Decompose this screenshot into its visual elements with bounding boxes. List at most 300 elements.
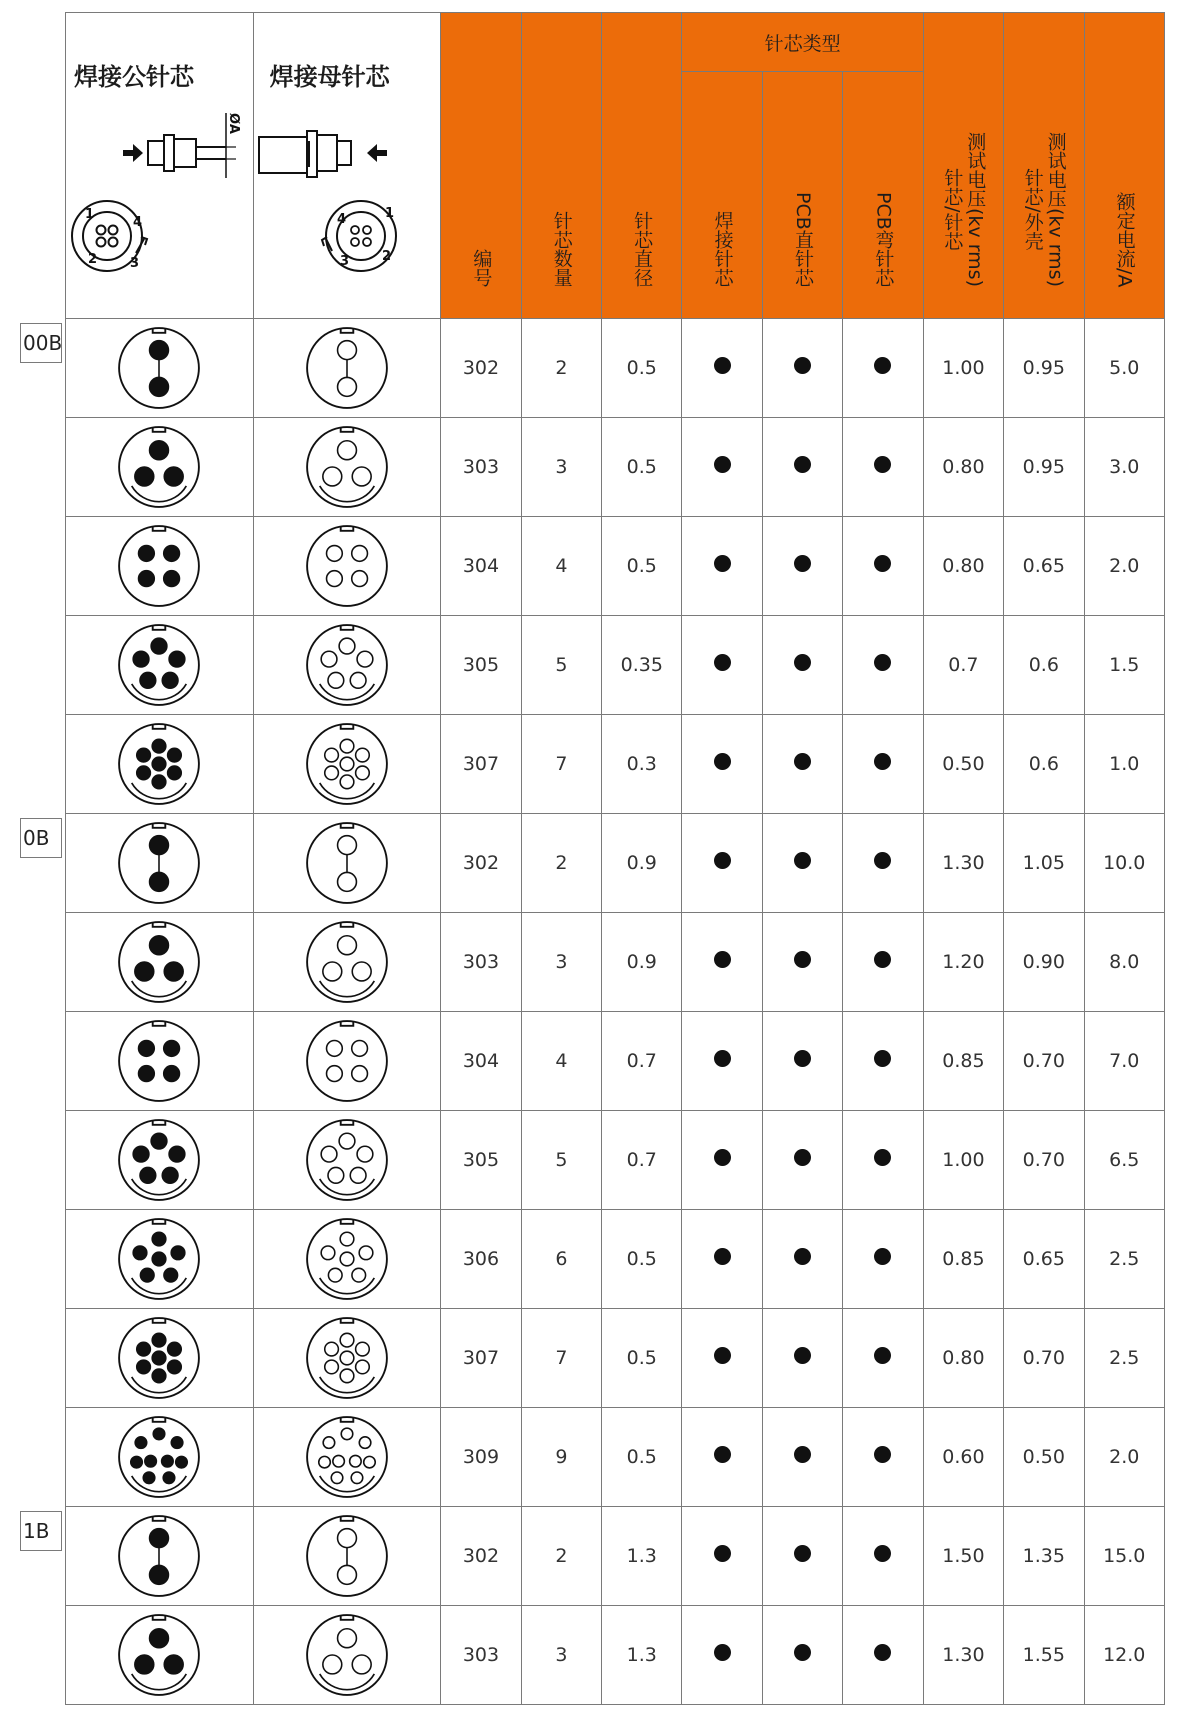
female-pin-hole bbox=[339, 1133, 355, 1149]
cell-test-voltage-pin: 1.00 bbox=[923, 319, 1003, 418]
cell-pcb-straight bbox=[762, 418, 842, 517]
female-pin-hole bbox=[350, 1455, 362, 1467]
male-pin-dot bbox=[176, 1456, 188, 1468]
cell-test-voltage-shell: 0.50 bbox=[1004, 1408, 1084, 1507]
male-pin-dot bbox=[135, 962, 154, 981]
available-dot-icon bbox=[714, 456, 731, 473]
cell-test-voltage-pin: 0.80 bbox=[923, 418, 1003, 517]
cell-pin-count: 4 bbox=[521, 517, 601, 616]
cell-pcb-bent bbox=[843, 616, 923, 715]
available-dot-icon bbox=[714, 753, 731, 770]
cell-pcb-straight bbox=[762, 814, 842, 913]
cell-pin-diameter: 0.5 bbox=[602, 1210, 682, 1309]
female-pin-hole bbox=[340, 757, 354, 771]
cell-pin-diameter: 0.35 bbox=[602, 616, 682, 715]
cell-test-voltage-shell: 0.6 bbox=[1004, 715, 1084, 814]
male-pin-dot bbox=[168, 1360, 182, 1374]
cell-pin-count: 7 bbox=[521, 1309, 601, 1408]
male-pin-layout bbox=[66, 1012, 254, 1111]
cell-test-voltage-pin: 0.80 bbox=[923, 517, 1003, 616]
male-pin-dot bbox=[133, 1246, 147, 1260]
cell-rated-current: 2.5 bbox=[1084, 1309, 1165, 1408]
female-pin-hole bbox=[359, 1437, 371, 1449]
male-pin-dot bbox=[150, 1629, 169, 1648]
cell-code: 302 bbox=[441, 1507, 521, 1606]
cell-test-voltage-pin: 0.80 bbox=[923, 1309, 1003, 1408]
male-pin-dot bbox=[152, 775, 166, 789]
cell-test-voltage-pin: 1.50 bbox=[923, 1507, 1003, 1606]
female-pin-hole bbox=[352, 962, 371, 981]
male-pin-dot bbox=[164, 1472, 176, 1484]
female-pin-layout-icon bbox=[305, 1316, 389, 1400]
male-pin-dot bbox=[168, 766, 182, 780]
available-dot-icon bbox=[714, 1545, 731, 1562]
female-pin-hole bbox=[326, 546, 342, 562]
female-pin-hole bbox=[350, 672, 366, 688]
female-pin-hole bbox=[341, 1428, 353, 1440]
male-pin-dot bbox=[164, 1041, 180, 1057]
female-pin-hole bbox=[357, 1146, 373, 1162]
cell-test-voltage-shell: 1.05 bbox=[1004, 814, 1084, 913]
available-dot-icon bbox=[794, 1446, 811, 1463]
female-pin-layout-icon bbox=[305, 1514, 389, 1598]
available-dot-icon bbox=[874, 1050, 891, 1067]
cell-pin-diameter: 0.9 bbox=[602, 814, 682, 913]
cell-test-voltage-pin: 1.30 bbox=[923, 814, 1003, 913]
cell-pin-diameter: 0.5 bbox=[602, 319, 682, 418]
male-pin-layout-icon bbox=[117, 821, 201, 905]
female-pin-layout-icon bbox=[305, 623, 389, 707]
female-pin-hole bbox=[340, 1252, 354, 1266]
female-pin-layout-icon bbox=[305, 1415, 389, 1499]
male-pin-num: 4 bbox=[133, 215, 143, 230]
female-pin-num: 3 bbox=[339, 254, 349, 269]
male-pin-dot bbox=[133, 651, 149, 667]
male-pin-layout bbox=[66, 517, 254, 616]
female-pin-hole bbox=[325, 748, 339, 762]
female-pin-hole bbox=[323, 467, 342, 486]
cell-weld-pin bbox=[682, 1606, 762, 1705]
table-row bbox=[66, 1012, 1165, 1111]
cell-pin-count: 9 bbox=[521, 1408, 601, 1507]
male-pin-dot bbox=[133, 1146, 149, 1162]
available-dot-icon bbox=[874, 951, 891, 968]
cell-test-voltage-pin: 0.60 bbox=[923, 1408, 1003, 1507]
female-pin-hole bbox=[340, 1232, 354, 1246]
table-row bbox=[66, 814, 1165, 913]
col-pcb-bent: PCB弯针芯 bbox=[843, 72, 923, 319]
female-pin-hole bbox=[331, 1472, 343, 1484]
cell-test-voltage-shell: 0.6 bbox=[1004, 616, 1084, 715]
female-pin-layout bbox=[253, 1309, 441, 1408]
male-pin-dot bbox=[164, 571, 180, 587]
cell-weld-pin bbox=[682, 418, 762, 517]
cell-code: 304 bbox=[441, 1012, 521, 1111]
cell-pcb-bent bbox=[843, 913, 923, 1012]
col-test-voltage-shell: 测试电压(kv rms) 针芯/外壳 bbox=[1004, 13, 1084, 319]
female-pin-layout-icon bbox=[305, 920, 389, 1004]
available-dot-icon bbox=[874, 753, 891, 770]
cell-pcb-bent bbox=[843, 1111, 923, 1210]
female-pin-hole bbox=[352, 546, 368, 562]
available-dot-icon bbox=[874, 1248, 891, 1265]
female-pin-hole bbox=[321, 1146, 337, 1162]
male-pin-dot bbox=[165, 1655, 184, 1674]
cell-rated-current: 1.5 bbox=[1084, 616, 1165, 715]
female-pin-hole bbox=[356, 1360, 370, 1374]
female-pin-layout bbox=[253, 616, 441, 715]
female-pin-hole bbox=[326, 571, 342, 587]
cell-pin-diameter: 0.5 bbox=[602, 517, 682, 616]
available-dot-icon bbox=[794, 1545, 811, 1562]
available-dot-icon bbox=[714, 1347, 731, 1364]
insert-arrow-icon bbox=[367, 144, 387, 162]
cell-code: 303 bbox=[441, 913, 521, 1012]
table-row bbox=[66, 1210, 1165, 1309]
female-pin-layout bbox=[253, 1210, 441, 1309]
cell-pcb-bent bbox=[843, 319, 923, 418]
female-pin-hole bbox=[337, 1629, 356, 1648]
available-dot-icon bbox=[794, 951, 811, 968]
female-pin-hole bbox=[337, 872, 356, 891]
male-pin-dot bbox=[152, 1369, 166, 1383]
cell-weld-pin bbox=[682, 1012, 762, 1111]
pin-spec-table bbox=[65, 12, 1165, 1705]
cell-pcb-straight bbox=[762, 517, 842, 616]
male-pin-dot bbox=[150, 377, 169, 396]
cell-test-voltage-shell: 0.70 bbox=[1004, 1012, 1084, 1111]
female-pin-hole bbox=[359, 1246, 373, 1260]
cell-pin-count: 7 bbox=[521, 715, 601, 814]
available-dot-icon bbox=[714, 1149, 731, 1166]
cell-weld-pin bbox=[682, 715, 762, 814]
col-pin-diameter: 针芯直径 bbox=[602, 13, 682, 319]
male-pin-layout bbox=[66, 1111, 254, 1210]
cell-test-voltage-shell: 1.35 bbox=[1004, 1507, 1084, 1606]
female-pin-layout bbox=[253, 1507, 441, 1606]
male-pin-dot bbox=[150, 341, 169, 360]
cell-code: 304 bbox=[441, 517, 521, 616]
male-pin-layout bbox=[66, 913, 254, 1012]
available-dot-icon bbox=[874, 852, 891, 869]
available-dot-icon bbox=[874, 1545, 891, 1562]
available-dot-icon bbox=[794, 654, 811, 671]
cell-test-voltage-pin: 0.85 bbox=[923, 1012, 1003, 1111]
cell-test-voltage-shell: 0.70 bbox=[1004, 1309, 1084, 1408]
male-pin-layout-icon bbox=[117, 524, 201, 608]
male-pin-layout-icon bbox=[117, 1316, 201, 1400]
male-pin-dot bbox=[152, 739, 166, 753]
male-pin-layout-icon bbox=[117, 1415, 201, 1499]
female-pin-hole bbox=[337, 836, 356, 855]
cell-rated-current: 8.0 bbox=[1084, 913, 1165, 1012]
table-row bbox=[66, 1408, 1165, 1507]
cell-pcb-bent bbox=[843, 1606, 923, 1705]
table-row bbox=[66, 913, 1165, 1012]
cell-pcb-straight bbox=[762, 1210, 842, 1309]
cell-pcb-straight bbox=[762, 1507, 842, 1606]
male-pin-dot bbox=[137, 1360, 151, 1374]
cell-test-voltage-pin: 0.7 bbox=[923, 616, 1003, 715]
female-pin-hole bbox=[339, 638, 355, 654]
female-pin-hole bbox=[323, 1655, 342, 1674]
cell-test-voltage-pin: 0.85 bbox=[923, 1210, 1003, 1309]
male-connector-diagram bbox=[66, 13, 241, 293]
female-pin-title: 焊接母针芯 bbox=[269, 63, 390, 91]
cell-weld-pin bbox=[682, 1111, 762, 1210]
male-pin-dot bbox=[150, 441, 169, 460]
cell-pcb-bent bbox=[843, 715, 923, 814]
available-dot-icon bbox=[874, 1149, 891, 1166]
female-pin-layout-icon bbox=[305, 1118, 389, 1202]
male-pin-dot bbox=[141, 1268, 155, 1282]
female-pin-hole bbox=[325, 766, 339, 780]
available-dot-icon bbox=[714, 951, 731, 968]
series-label: 1B bbox=[20, 1511, 62, 1551]
available-dot-icon bbox=[874, 555, 891, 572]
available-dot-icon bbox=[714, 654, 731, 671]
cell-weld-pin bbox=[682, 517, 762, 616]
female-pin-layout-icon bbox=[305, 524, 389, 608]
available-dot-icon bbox=[874, 357, 891, 374]
available-dot-icon bbox=[714, 1248, 731, 1265]
available-dot-icon bbox=[874, 654, 891, 671]
female-pin-layout bbox=[253, 814, 441, 913]
available-dot-icon bbox=[794, 1149, 811, 1166]
cell-weld-pin bbox=[682, 1210, 762, 1309]
cell-pin-count: 2 bbox=[521, 814, 601, 913]
male-pin-layout-icon bbox=[117, 326, 201, 410]
female-pin-layout bbox=[253, 1012, 441, 1111]
cell-weld-pin bbox=[682, 319, 762, 418]
cell-code: 309 bbox=[441, 1408, 521, 1507]
female-pin-hole bbox=[352, 467, 371, 486]
male-pin-dot bbox=[152, 1333, 166, 1347]
male-pin-dot bbox=[154, 1428, 166, 1440]
female-pin-layout-icon bbox=[305, 1613, 389, 1697]
cell-pcb-straight bbox=[762, 616, 842, 715]
male-pin-header bbox=[66, 13, 254, 319]
cell-code: 306 bbox=[441, 1210, 521, 1309]
male-pin-dot bbox=[165, 962, 184, 981]
male-pin-num: 2 bbox=[88, 252, 98, 267]
cell-rated-current: 2.0 bbox=[1084, 1408, 1165, 1507]
cell-test-voltage-pin: 1.20 bbox=[923, 913, 1003, 1012]
cell-code: 303 bbox=[441, 418, 521, 517]
cell-rated-current: 3.0 bbox=[1084, 418, 1165, 517]
male-pin-dot bbox=[165, 467, 184, 486]
male-pin-layout bbox=[66, 616, 254, 715]
available-dot-icon bbox=[714, 852, 731, 869]
available-dot-icon bbox=[794, 852, 811, 869]
male-pin-layout-icon bbox=[117, 1613, 201, 1697]
cell-pcb-straight bbox=[762, 913, 842, 1012]
cell-rated-current: 10.0 bbox=[1084, 814, 1165, 913]
male-pin-dot bbox=[150, 836, 169, 855]
col-code: 编号 bbox=[441, 13, 521, 319]
female-pin-hole bbox=[352, 1066, 368, 1082]
male-pin-dot bbox=[164, 1066, 180, 1082]
male-pin-layout-icon bbox=[117, 722, 201, 806]
female-pin-hole bbox=[340, 1333, 354, 1347]
table-row bbox=[66, 1507, 1165, 1606]
male-pin-dot bbox=[152, 1232, 166, 1246]
cell-weld-pin bbox=[682, 1408, 762, 1507]
cell-code: 305 bbox=[441, 616, 521, 715]
cell-pcb-bent bbox=[843, 814, 923, 913]
female-pin-hole bbox=[340, 775, 354, 789]
series-label: 0B bbox=[20, 818, 62, 858]
available-dot-icon bbox=[794, 357, 811, 374]
insert-arrow-icon bbox=[123, 144, 143, 162]
male-pin-dot bbox=[144, 1472, 156, 1484]
available-dot-icon bbox=[794, 555, 811, 572]
cell-code: 307 bbox=[441, 1309, 521, 1408]
cell-test-voltage-pin: 0.50 bbox=[923, 715, 1003, 814]
available-dot-icon bbox=[794, 1347, 811, 1364]
available-dot-icon bbox=[794, 1248, 811, 1265]
cell-pcb-bent bbox=[843, 1210, 923, 1309]
male-pin-layout-icon bbox=[117, 1217, 201, 1301]
male-pin-layout-icon bbox=[117, 425, 201, 509]
female-pin-hole bbox=[357, 651, 373, 667]
male-pin-title: 焊接公针芯 bbox=[74, 63, 194, 91]
male-pin-dot bbox=[145, 1455, 157, 1467]
connector-spec-sheet bbox=[65, 12, 1165, 1705]
cell-test-voltage-shell: 0.70 bbox=[1004, 1111, 1084, 1210]
male-pin-layout bbox=[66, 1507, 254, 1606]
cell-pin-count: 2 bbox=[521, 319, 601, 418]
available-dot-icon bbox=[794, 1050, 811, 1067]
male-pin-dot bbox=[150, 936, 169, 955]
male-pin-dot bbox=[139, 571, 155, 587]
female-pin-hole bbox=[351, 1472, 363, 1484]
cell-weld-pin bbox=[682, 913, 762, 1012]
cell-pin-diameter: 0.5 bbox=[602, 1408, 682, 1507]
available-dot-icon bbox=[714, 357, 731, 374]
cell-rated-current: 5.0 bbox=[1084, 319, 1165, 418]
table-row bbox=[66, 517, 1165, 616]
male-pin-dot bbox=[152, 1252, 166, 1266]
female-pin-hole bbox=[340, 1351, 354, 1365]
cell-pin-diameter: 0.5 bbox=[602, 1309, 682, 1408]
male-pin-dot bbox=[169, 1146, 185, 1162]
cell-weld-pin bbox=[682, 1507, 762, 1606]
female-pin-layout bbox=[253, 715, 441, 814]
male-pin-layout-icon bbox=[117, 1514, 201, 1598]
cell-pcb-straight bbox=[762, 1309, 842, 1408]
male-pin-dot bbox=[137, 748, 151, 762]
female-pin-num: 4 bbox=[336, 212, 346, 227]
male-pin-dot bbox=[168, 748, 182, 762]
male-pin-dot bbox=[150, 872, 169, 891]
female-pin-hole bbox=[352, 1041, 368, 1057]
female-pin-hole bbox=[340, 1369, 354, 1383]
available-dot-icon bbox=[714, 1050, 731, 1067]
male-pin-dot bbox=[150, 1529, 169, 1548]
female-pin-hole bbox=[321, 651, 337, 667]
cell-pcb-bent bbox=[843, 1012, 923, 1111]
cell-pin-diameter: 0.9 bbox=[602, 913, 682, 1012]
cell-pin-diameter: 0.3 bbox=[602, 715, 682, 814]
available-dot-icon bbox=[714, 555, 731, 572]
cell-code: 302 bbox=[441, 814, 521, 913]
cell-test-voltage-shell: 0.65 bbox=[1004, 517, 1084, 616]
male-pin-dot bbox=[140, 1167, 156, 1183]
cell-test-voltage-shell: 0.90 bbox=[1004, 913, 1084, 1012]
male-pin-layout bbox=[66, 1210, 254, 1309]
female-pin-layout-icon bbox=[305, 1019, 389, 1103]
col-test-voltage-pin: 测试电压(kv rms) 针芯/针芯 bbox=[923, 13, 1003, 319]
male-pin-dot bbox=[169, 651, 185, 667]
female-pin-hole bbox=[325, 1360, 339, 1374]
cell-pcb-straight bbox=[762, 715, 842, 814]
female-pin-layout bbox=[253, 913, 441, 1012]
table-row bbox=[66, 616, 1165, 715]
table-row bbox=[66, 715, 1165, 814]
female-pin-layout-icon bbox=[305, 722, 389, 806]
col-pin-count: 针芯数量 bbox=[521, 13, 601, 319]
cell-test-voltage-shell: 0.95 bbox=[1004, 319, 1084, 418]
female-pin-hole bbox=[321, 1246, 335, 1260]
female-pin-header bbox=[253, 13, 441, 319]
female-pin-hole bbox=[328, 1268, 342, 1282]
female-pin-layout-icon bbox=[305, 1217, 389, 1301]
cell-rated-current: 12.0 bbox=[1084, 1606, 1165, 1705]
cell-test-voltage-shell: 0.95 bbox=[1004, 418, 1084, 517]
male-pin-dot bbox=[163, 1167, 179, 1183]
female-pin-hole bbox=[337, 341, 356, 360]
male-pin-dot bbox=[135, 467, 154, 486]
col-pin-type-group: 针芯类型 bbox=[682, 13, 923, 72]
available-dot-icon bbox=[874, 1446, 891, 1463]
female-pin-hole bbox=[350, 1167, 366, 1183]
cell-rated-current: 15.0 bbox=[1084, 1507, 1165, 1606]
male-pin-layout bbox=[66, 319, 254, 418]
female-pin-hole bbox=[337, 1565, 356, 1584]
cell-pcb-bent bbox=[843, 1507, 923, 1606]
cell-pcb-bent bbox=[843, 1309, 923, 1408]
female-pin-hole bbox=[337, 377, 356, 396]
cell-weld-pin bbox=[682, 616, 762, 715]
female-pin-hole bbox=[333, 1455, 345, 1467]
male-pin-dot bbox=[162, 1455, 174, 1467]
table-row bbox=[66, 418, 1165, 517]
male-pin-dot bbox=[131, 1456, 143, 1468]
available-dot-icon bbox=[874, 1347, 891, 1364]
cell-code: 307 bbox=[441, 715, 521, 814]
male-pin-layout-icon bbox=[117, 920, 201, 1004]
cell-pcb-straight bbox=[762, 1408, 842, 1507]
male-pin-dot bbox=[151, 638, 167, 654]
male-pin-dot bbox=[163, 672, 179, 688]
available-dot-icon bbox=[874, 456, 891, 473]
female-pin-hole bbox=[319, 1456, 331, 1468]
male-pin-dot bbox=[135, 1655, 154, 1674]
available-dot-icon bbox=[794, 753, 811, 770]
male-pin-layout-icon bbox=[117, 623, 201, 707]
female-pin-layout bbox=[253, 517, 441, 616]
cell-pcb-bent bbox=[843, 1408, 923, 1507]
female-pin-hole bbox=[337, 1529, 356, 1548]
male-pin-layout-icon bbox=[117, 1019, 201, 1103]
cell-pcb-bent bbox=[843, 418, 923, 517]
available-dot-icon bbox=[714, 1446, 731, 1463]
male-pin-dot bbox=[168, 1342, 182, 1356]
male-pin-dot bbox=[139, 1041, 155, 1057]
female-pin-hole bbox=[352, 1655, 371, 1674]
cell-pin-count: 5 bbox=[521, 1111, 601, 1210]
